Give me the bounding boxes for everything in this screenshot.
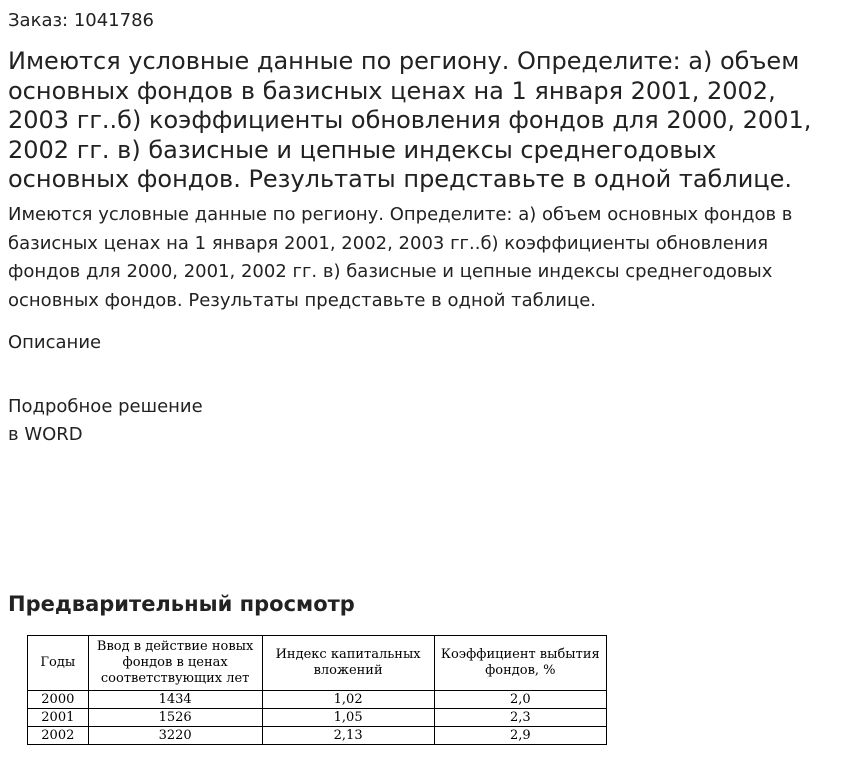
table-header-cell: Индекс капитальных вложений	[262, 636, 434, 691]
table-row	[28, 727, 607, 745]
table-cell: 2001	[28, 709, 89, 727]
table-cell: 1,05	[262, 709, 434, 727]
table-header-row	[28, 636, 607, 691]
table-cell: 2002	[28, 727, 89, 745]
table-cell: 2,13	[262, 727, 434, 745]
solution-note	[8, 393, 203, 449]
table-header-cell: Годы	[28, 636, 89, 691]
table-cell: 1526	[88, 709, 262, 727]
table-cell: 2,0	[434, 691, 606, 709]
table-cell: 1434	[88, 691, 262, 709]
table-header-cell: Ввод в действие новых фондов в ценах соответствующих лет	[88, 636, 262, 691]
table-cell: 2000	[28, 691, 89, 709]
table-row	[28, 709, 607, 727]
description-label: Описание	[8, 332, 102, 353]
task-description: Имеются условные данные по региону. Определите: а) объем основных фондов в базисных ценах на 1 января 2001, 2002, 2003 гг..б) коэффициенты обновления фондов для 2000, 2001, 2002 гг. в) базисные и цепные индексы среднегодовых основных фондов. Результаты представьте в одной таблице.	[8, 204, 793, 311]
table-cell: 2,9	[434, 727, 606, 745]
table-row	[28, 691, 607, 709]
table-cell: 2,3	[434, 709, 606, 727]
solution-line-2: в WORD	[8, 424, 83, 445]
table-header-cell: Коэффициент выбытия фондов, %	[434, 636, 606, 691]
table-cell: 3220	[88, 727, 262, 745]
preview-table	[27, 635, 607, 745]
order-number: Заказ: 1041786	[8, 10, 154, 31]
page-title: Имеются условные данные по региону. Определите: а) объем основных фондов в базисных ценах на 1 января 2001, 2002, 2003 гг..б) коэффициенты обновления фондов для 2000, 2001, 2002 гг. в) базисные и цепные индексы среднегодовых основных фондов. Результаты представьте в одной таблице.	[8, 47, 812, 193]
preview-heading: Предварительный просмотр	[8, 592, 355, 616]
table-cell: 1,02	[262, 691, 434, 709]
solution-line-1: Подробное решение	[8, 396, 203, 417]
